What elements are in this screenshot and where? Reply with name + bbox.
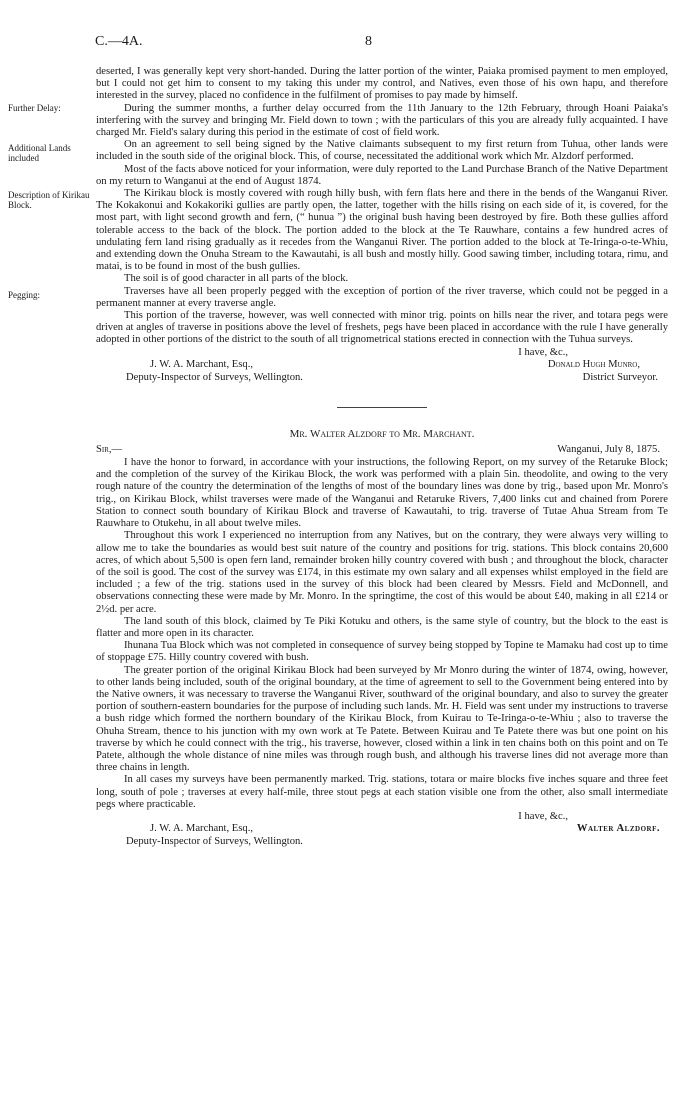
paragraph: deserted, I was generally kept very short-handed. During the latter portion of the winter, Paiaka promised payment to men employed, but I could not get him to consent to my taking this under my control, and Natives, even those of his own hapu, and therefore interested in the survey, placed no confidence in the fulfilment of promises to pay made by himself. — [96, 66, 668, 102]
section-divider — [337, 407, 427, 408]
paragraph: Ihunana Tua Block which was not completed in consequence of survey being stopped by Topine te Mamaku had cost up to time of stoppage £75. Hilly country covered with bush. — [96, 640, 668, 664]
paragraph: I have the honor to forward, in accordance with your instructions, the following Report, on my survey of the Retaruke Block; and the completion of the survey of the Kirikau Block, the work was performed with a plain 5in. theodolite, and owing to the very rough nature of the country the determination of the lengths of most of the boundary lines was done by trig., based upon Mr. Monro's trig., on Kirikau Block, whilst traverses were made of the Wanganui and Retaruke Rivers, 7,400 links cut and chained from Porere Station to connect south boundary of Kirikau Block and traverse of Kawautahi, to trig. traverse of Tutae Ahua Stream from Te Rauwhare to Otukehu, in all about twelve miles. — [96, 457, 668, 530]
paragraph-further-delay — [8, 102, 668, 140]
sidenote-pegging: Pegging: — [8, 289, 41, 300]
page-header — [95, 34, 615, 54]
paragraph: Most of the facts above noticed for your information, were duly reported to the Land Purchase Branch of the Native Department on my return to Wanganui at the end of August 1874. — [96, 163, 668, 187]
paragraph-text: The Kirikau block is mostly covered with rough hilly bush, with fern flats here and there in the bends of the Wanganui River. The Kokakonui and Kokakoriki gullies are partly open, the latter, together with the hills rising on each side of it, is covered, for the most part, with light second growth and fern, (“ hunua ”) the original bush having been destroyed by fire. Both these gullies afford tolerable access to the back of the block. The portion added to the block at the Te Rauwhare, contains a few hundred acres of undulating fern land rising gradually as it recedes from the Wanganui River. The portion added to the block at Te-Iringa-o-te-Whiu, and extending down the Onuha Stream to the Kawautahi, is all bush and mostly hilly. Good sawing timber, including totara, rimu, and matai, is to be found in most of the bush gullies. — [96, 188, 668, 273]
paragraph-additional-lands — [8, 139, 668, 164]
signer-name: Donald Hugh Munro, — [547, 358, 640, 370]
paragraph: The soil is of good character in all parts of the block. — [124, 273, 349, 285]
addressee-name: J. W. A. Marchant, Esq., — [150, 823, 253, 835]
paragraph-description — [8, 188, 668, 273]
paragraph-text: Traverses have all been properly pegged with the exception of portion of the river traverse, which could not be pegged in a permanent manner at every traverse angle. — [96, 285, 668, 309]
place-date: Wanganui, July 8, 1875. — [557, 444, 660, 456]
letter-title: Mr. Walter Alzdorf to Mr. Marchant. — [289, 427, 475, 440]
closing: I have, &c., — [518, 346, 568, 358]
closing: I have, &c., — [518, 810, 568, 822]
paragraph-pegging — [8, 285, 668, 310]
paragraph-text: On an agreement to sell being signed by the Native claimants subsequent to my first return from Tuhua, other lands were included in the south side of the original block. This, of course, necessitated the additional work which Mr. Alzdorf performed. — [96, 139, 668, 163]
paragraph: Throughout this work I experienced no interruption from any Natives, but on the contrary, they were always very willing to allow me to take the boundaries as would best suit nature of the country and positions for trig. stations. This block contains 20,600 acres, of which about 5,500 is open fern land, remainder broken hilly country covered with bush ; and throughout the block, character of the soil is good. The cost of the survey was £174, in this estimate my own salary and all expenses whilst employed in the field are included ; a few of the trig. stations used in the survey of this block had been cleared by Messrs. Field and McDonnell, and observations connecting these were made by Mr. Monro. In the springtime, the cost of this would be about £40, making in all £214 or 2½d. per acre. — [96, 530, 668, 615]
paragraph: The land south of this block, claimed by Te Piki Kotuku and others, is the same style of country, but the block to the east is flatter and more open in its character. — [96, 615, 668, 639]
addressee-name: J. W. A. Marchant, Esq., — [150, 358, 253, 370]
sidenote-further-delay: Further Delay: — [8, 102, 61, 113]
signer-name: Walter Alzdorf. — [576, 823, 660, 835]
paragraph: This portion of the traverse, however, was well connected with minor trig. points on hills near the river, and totara pegs were driven at angles of traverse in positions above the level of freshets, pegs have been placed in accordance with the rule I have generally adopted in other portions of the district to the south of all trignometrical stations erected in connection with the Tuhua surveys. — [96, 310, 668, 346]
salutation-line — [96, 444, 668, 457]
addressee-title: Deputy-Inspector of Surveys, Wellington. — [126, 371, 303, 383]
sidenote-additional-lands: Additional Lands included — [8, 143, 71, 164]
document-reference: C.—4A. — [95, 34, 143, 49]
signature-block — [96, 823, 668, 851]
paragraph: The greater portion of the original Kirikau Block had been surveyed by Mr Monro during the winter of 1874, owing, however, to other lands being included, south of the original boundary, at the time of agreement to sell to the Government being entered into by the Native owners, it was necessary to traverse the Wanganui River, southward of the original boundary, and also to survey the greater portion of southern-eastern boundaries for the purpose of including such lands. Mr. H. Field was sent under my instructions to traverse a bush ridge which formed the northern boundary of the Kirikau Block, from Kuirau to Te-Iringa-o-te-Whiu ; also to traverse the Ohuha Stream, thence to his junction with my own work at Te Patete. Between Kuirau and Te Patete there was but one point on his traverse by which he could connect with the trig., his traverse, however, closed within a link in ten chains both on this point and on Te Patete, although the whole distance of nine miles was through rough bush, and although his traverse lines did not average more than three chains in length. — [96, 664, 668, 774]
salutation: Sir,— — [96, 444, 123, 456]
signer-title: District Surveyor. — [582, 371, 658, 383]
paragraph-text: During the summer months, a further delay occurred from the 11th January to the 12th February, through Hoani Paiaka's interfering with the survey and bringing Mr. Field down to town ; with the particulars of this you are already fully acquainted. I have charged Mr. Field's salary during this period in the estimate of cost of field work. — [96, 102, 668, 139]
paragraph: In all cases my surveys have been permanently marked. Trig. stations, totara or mairе blocks five inches square and three feet long, south of pole ; traverses at every half-mile, three stout pegs at each station visible one from the other, also small intermediate pegs where practicable. — [96, 774, 668, 810]
page-body — [8, 66, 668, 851]
sidenote-description: Description of Kirikau Block. — [8, 190, 90, 211]
addressee-title: Deputy-Inspector of Surveys, Wellington. — [126, 836, 303, 848]
page-number: 8 — [365, 34, 372, 49]
signature-block — [96, 359, 668, 385]
